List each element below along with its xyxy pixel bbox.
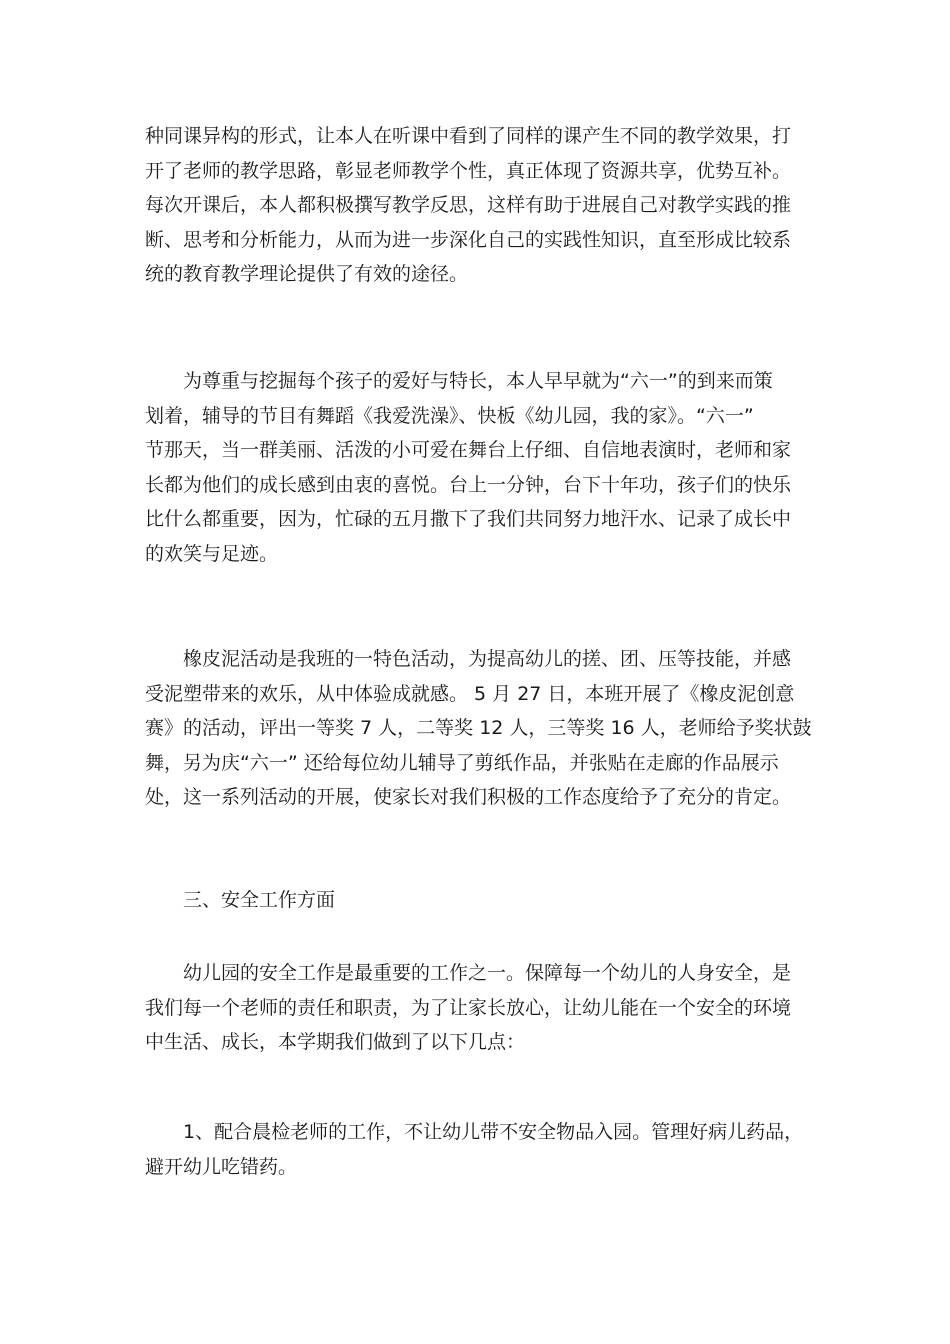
paragraph-safety-intro (145, 956, 815, 1060)
paragraph-children-day (145, 364, 815, 571)
text-line: 长都为他们的成长感到由衷的喜悦。台上一分钟，台下十年功，孩子们的快乐 (145, 473, 792, 496)
text-line: 舞，另为庆“六一” 还给每位幼儿辅导了剪纸作品，并张贴在走廊的作品展示 (145, 751, 779, 774)
text-line: 为尊重与挖掘每个孩子的爱好与特长，本人早早就为“六一”的到来而策 (183, 370, 773, 392)
paragraph-clay-activity (145, 642, 815, 815)
text-line: 我们每一个老师的责任和职责，为了让家长放心，让幼儿能在一个安全的环境 (145, 996, 792, 1019)
list-item-1 (145, 1115, 815, 1184)
text-line: 节那天，当一群美丽、活泼的小可爱在舞台上仔细、自信地表演时，老师和家 (145, 439, 792, 461)
text-line: 开了老师的教学思路，彰显老师教学个性，真正体现了资源共享，优势互补。 (145, 159, 792, 182)
text-line: 1、配合晨检老师的工作，不让幼儿带不安全物品入园。管理好病儿药品， (183, 1121, 804, 1143)
paragraph-teaching-reflection (145, 119, 815, 292)
text-line: 划着，辅导的节目有舞蹈《我爱洗澡》、快板《幼儿园，我的家》。“六一” (145, 404, 754, 427)
text-line: 受泥塑带来的欢乐，从中体验成就感。 5 月 27 日，本班开展了《橡皮泥创意 (145, 682, 795, 705)
text-line: 的欢笑与足迹。 (145, 542, 279, 565)
text-line: 种同课异构的形式，让本人在听课中看到了同样的课产生不同的教学效果，打 (145, 125, 792, 147)
text-line: 统的教育教学理论提供了有效的途径。 (145, 263, 469, 285)
text-line: 橡皮泥活动是我班的一特色活动，为提高幼儿的搓、团、压等技能，并感 (183, 648, 792, 670)
text-line: 幼儿园的安全工作是最重要的工作之一。保障每一个幼儿的人身安全，是 (183, 962, 792, 984)
text-line: 处，这一系列活动的开展，使家长对我们积极的工作态度给予了充分的肯定。 (145, 786, 792, 808)
text-line: 赛》的活动，评出一等奖 7 人，二等奖 12 人，三等奖 16 人，老师给予奖状鼓 (145, 717, 812, 739)
text-line: 避开幼儿吃错药。 (145, 1155, 298, 1178)
text-line: 断、思考和分析能力，从而为进一步深化自己的实践性知识，直至形成比较系 (145, 228, 792, 251)
section-heading: 三、安全工作方面 (183, 889, 336, 911)
section-heading-safety (145, 883, 815, 918)
text-line: 中生活、成长，本学期我们做到了以下几点： (145, 1031, 526, 1053)
text-line: 每次开课后，本人都积极撰写教学反思，这样有助于进展自己对教学实践的推 (145, 194, 792, 216)
text-line: 比什么都重要，因为，忙碌的五月撒下了我们共同努力地汗水、记录了成长中 (145, 508, 792, 530)
